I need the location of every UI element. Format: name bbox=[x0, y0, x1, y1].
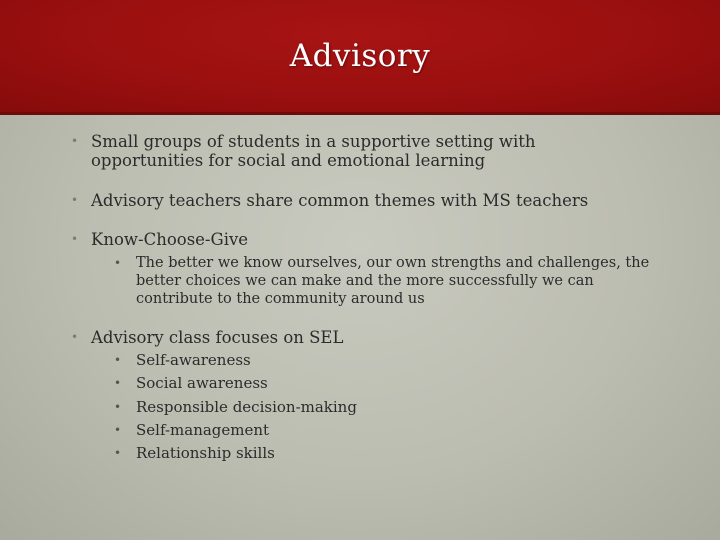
sub-bullet-3-1-text: The better we know ourselves, our own strengths and challenges, the better choices we can make and the more successfully we can contribute to the community around us bbox=[136, 255, 650, 307]
sub-bullet-dot-icon: • bbox=[114, 446, 122, 461]
bullet-dot-icon: • bbox=[71, 193, 79, 207]
bullet-2-text: Advisory teachers share common themes with MS teachers bbox=[91, 191, 589, 210]
sub-bullet-dot-icon: • bbox=[114, 422, 122, 437]
sub-bullet-dot-icon: • bbox=[114, 399, 122, 414]
bullet-4 bbox=[71, 328, 651, 347]
list-item bbox=[114, 442, 357, 465]
bullet-1 bbox=[71, 132, 611, 170]
bullet-1-text: Small groups of students in a supportive setting with opportunities for social and emotional learning bbox=[91, 132, 536, 170]
sel-list bbox=[114, 349, 357, 465]
sel-item-text: Social awareness bbox=[136, 374, 268, 393]
sub-bullet-3-1 bbox=[114, 254, 666, 308]
bullet-3 bbox=[71, 230, 651, 249]
bullet-dot-icon: • bbox=[71, 330, 79, 344]
slide-title: Advisory bbox=[289, 38, 431, 74]
list-item bbox=[114, 349, 357, 372]
bullet-2 bbox=[71, 191, 651, 210]
sub-bullet-dot-icon: • bbox=[114, 353, 122, 367]
sel-item-text: Relationship skills bbox=[136, 444, 275, 463]
sel-item-text: Self-management bbox=[136, 420, 270, 439]
list-item bbox=[114, 372, 357, 395]
bullet-4-text: Advisory class focuses on SEL bbox=[91, 328, 344, 347]
sub-bullet-dot-icon: • bbox=[114, 256, 122, 270]
list-item bbox=[114, 396, 357, 419]
bullet-dot-icon: • bbox=[71, 134, 79, 148]
sel-item-text: Self-awareness bbox=[136, 351, 251, 369]
sub-bullet-dot-icon: • bbox=[114, 376, 122, 391]
sel-item-text: Responsible decision-making bbox=[136, 397, 357, 416]
bullet-3-text: Know-Choose-Give bbox=[91, 230, 249, 249]
bullet-dot-icon: • bbox=[71, 232, 79, 246]
list-item bbox=[114, 419, 357, 442]
